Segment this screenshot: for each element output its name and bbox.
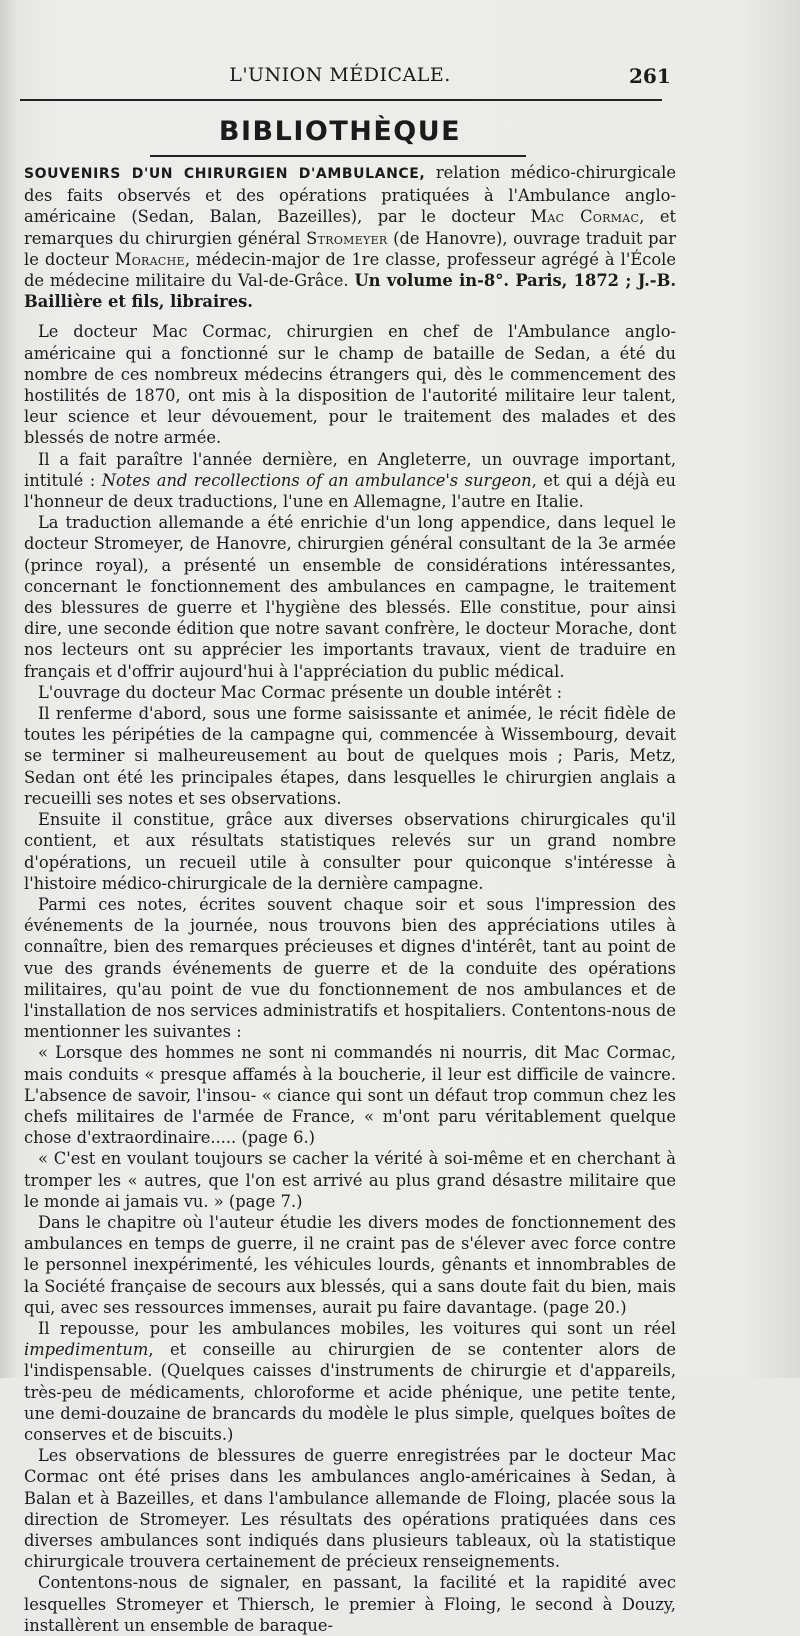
paragraph: La traduction allemande a été enrichie d'un long appendice, dans lequel le docteur Stromeyer, de Hanovre, chirurgien général consultant de la 3e armée (prince royal), a présenté un ensemble de considérations intéressantes, concernant le fonctionnement des ambulances en campagne, le traitement des blessures de guerre et l'hygiène des blessés. Elle constitue, pour ainsi dire, une seconde édition que notre savant confrère, le docteur Morache, dont nos lecteurs ont su apprécier les importants travaux, vient de traduire en français et d'offrir aujourd'hui à l'appréciation du public médical.: [24, 513, 676, 681]
paragraph-text: , et conseille au chirurgien de se contenter alors de l'indispensable. (Quelques caisses d'instruments de chirurgie et d'appareils, très-peu de médicaments, chloroforme et acide phénique, une petite tente, une demi-douzaine de brancards du modèle le plus simple, quelques boîtes de conserves et de biscuits.): [24, 1340, 676, 1444]
paragraph: [24, 1318, 676, 1445]
running-head: [0, 64, 800, 94]
title-rule: [150, 155, 526, 157]
paragraph: Ensuite il constitue, grâce aux diverses observations chirurgicales qu'il contient, et aux résultats statistiques relevés sur un grand nombre d'opérations, un recueil utile à consulter pour quiconque s'intéresse à l'histoire médico-chirurgicale de la dernière campagne.: [24, 810, 676, 893]
paragraph: Contentons-nous de signaler, en passant, la facilité et la rapidité avec lesquelles Stromeyer et Thiersch, le premier à Floing, le second à Douzy, installèrent un ensemble de baraque-: [24, 1573, 676, 1635]
quotation: « C'est en voulant toujours se cacher la vérité à soi-même et en cherchant à tromper les « autres, que l'on est arrivé au plus grand désastre militaire que le monde ai jamais vu. » (page 7.): [24, 1149, 676, 1211]
paragraph: Dans le chapitre où l'auteur étudie les divers modes de fonctionnement des ambulances en temps de guerre, il ne craint pas de s'élever avec force contre le personnel inexpérimenté, les véhicules lourds, gênants et innombrables de la Société française de secours aux blessés, qui a sans doute fait du bien, mais qui, avec ses ressources immenses, aurait pu faire davantage. (page 20.): [24, 1212, 676, 1317]
review-text: , et remarques du chirurgien général: [24, 207, 676, 248]
paragraph: Il renferme d'abord, sous une forme saisissante et animée, le récit fidèle de toutes les péripéties de la campagne qui, commencée à Wissembourg, devait se terminer si malheureusement au bout de quelques mois ; Paris, Metz, Sedan ont été les principales étapes, dans lesquelles le chirurgien anglais a recueilli ses notes et ses observations.: [24, 704, 676, 808]
article-body: [24, 158, 676, 1636]
review-heading: [24, 162, 676, 312]
author-name: Mac Cormac: [530, 207, 640, 227]
cited-title: Notes and recollections of an ambulance's surgeon: [101, 470, 532, 490]
translator-name: Morache: [114, 249, 185, 269]
paragraph: L'ouvrage du docteur Mac Cormac présente un double intérêt :: [38, 682, 563, 702]
quotation: « Lorsque des hommes ne sont ni commandés ni nourris, dit Mac Cormac, mais conduits « presque affamés à la boucherie, il leur est difficile de vaincre. L'absence de savoir, l'insou- « ciance qui sont un défaut trop commun chez les chefs militaires de l'armée de France, « m'ont paru véritablement quelque chose d'extraordinaire..... (page 6.): [24, 1043, 676, 1148]
paragraph-text: Il a fait paraître l'année dernière, en Angleterre, un ouvrage important, intitulé :: [24, 449, 676, 490]
paragraph-text: , et qui a déjà eu l'honneur de deux traductions, l'une en Allemagne, l'autre en Italie.: [24, 470, 676, 512]
running-title: L'UNION MÉDICALE.: [229, 64, 451, 86]
review-text: , médecin-major de 1re classe, professeur agrégé à l'École de médecine militaire du Val-de-Grâce.: [24, 249, 676, 291]
author-name: Stromeyer: [306, 228, 388, 248]
section-title: BIBLIOTHÈQUE: [218, 116, 462, 147]
review-text: (de Hanovre), ouvrage traduit par le docteur: [24, 228, 676, 269]
review-text: relation médico-chirurgicale des faits observés et des opérations pratiquées à l'Ambulance anglo-américaine (Sedan, Balan, Bazeilles), par le docteur: [24, 163, 676, 227]
paragraph: Les observations de blessures de guerre enregistrées par le docteur Mac Cormac ont été prises dans les ambulances anglo-américaines à Sedan, à Balan et à Bazeilles, et dans l'ambulance allemande de Floing, placée sous la direction de Stromeyer. Les résultats des opérations pratiquées dans ces diverses ambulances sont indiqués dans plusieurs tableaux, où la statistique chirurgicale trouvera certainement de précieux renseignements.: [24, 1446, 676, 1572]
book-title-caps: SOUVENIRS D'UN CHIRURGIEN D'AMBULANCE,: [24, 166, 426, 182]
header-rule: [20, 99, 662, 101]
latin-term: impedimentum: [24, 1340, 149, 1360]
paragraph: Parmi ces notes, écrites souvent chaque soir et sous l'impression des événements de la journée, nous trouvons bien des appréciations utiles à connaître, bien des remarques précieuses et dignes d'intérêt, tant au point de vue des grands événements de guerre et de la conduite des opérations militaires, qu'au point de vue du fonctionnement de nos ambulances et de l'installation de nos services administratifs et hospitaliers. Contentons-nous de mentionner les suivantes :: [24, 894, 676, 1042]
paragraph: [24, 449, 676, 513]
paragraph-text: Il repousse, pour les ambulances mobiles, les voitures qui sont un réel: [38, 1318, 676, 1338]
publication-info: Un volume in-8°. Paris, 1872 ; J.-B. Baillière et fils, libraires.: [24, 271, 676, 312]
paragraph: Le docteur Mac Cormac, chirurgien en chef de l'Ambulance anglo-américaine qui a fonctionné sur le champ de bataille de Sedan, a été du nombre de ces nombreux médecins étrangers qui, dès le commencement des hostilités de 1870, ont mis à la disposition de l'autorité militaire leur talent, leur science et leur dévouement, pour le traitement des malades et des blessés de notre armée.: [24, 322, 676, 448]
page-number: 261: [629, 64, 671, 88]
